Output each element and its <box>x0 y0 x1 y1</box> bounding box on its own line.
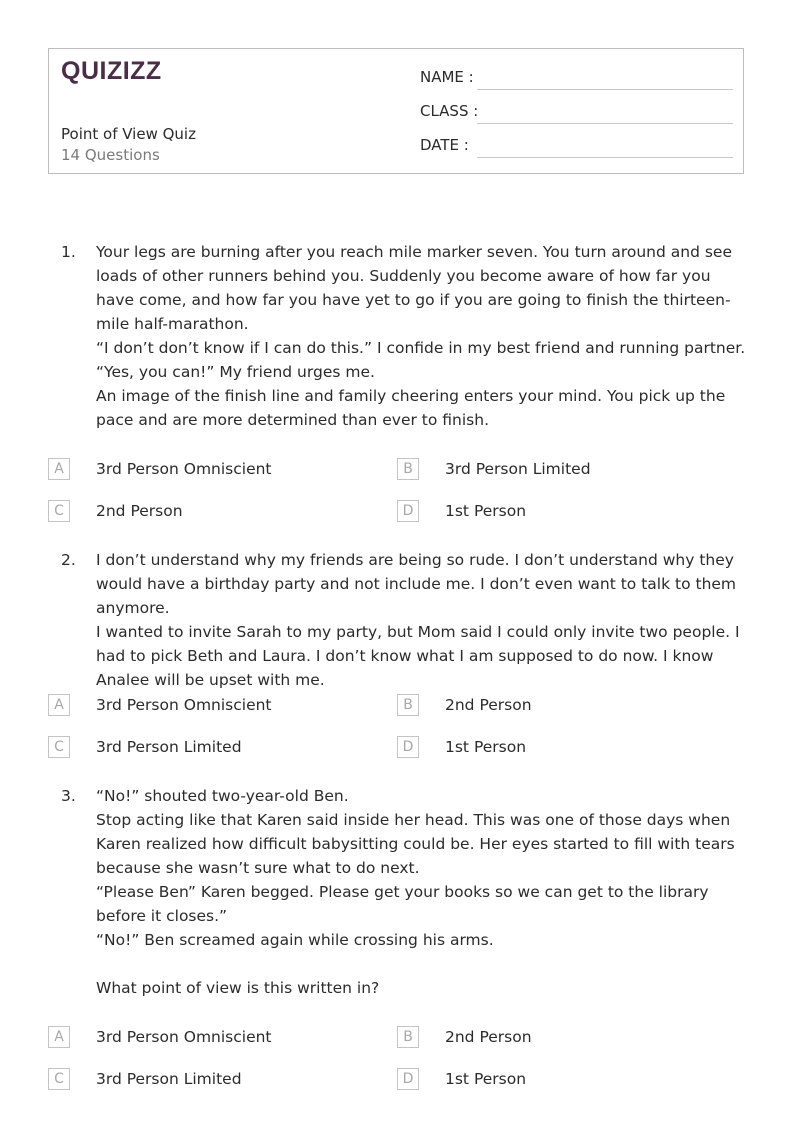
worksheet-header <box>48 48 744 174</box>
question-text <box>96 240 748 432</box>
question-number: 3. <box>61 787 76 805</box>
quizizz-logo: QUIZIZZ <box>61 57 162 85</box>
question-line: “Yes, you can!” My friend urges me. <box>96 363 375 381</box>
option-letter: C <box>48 500 70 522</box>
option-letter: D <box>397 1068 419 1090</box>
option-letter: D <box>397 736 419 758</box>
question-number: 2. <box>61 551 76 569</box>
question-text <box>96 784 748 1000</box>
option-letter: A <box>48 694 70 716</box>
question-line: “Please Ben” Karen begged. Please get your books so we can get to the library before it closes.” <box>96 883 709 925</box>
question-line: An image of the finish line and family cheering enters your mind. You pick up the pace and are more determined than ever to finish. <box>96 387 726 429</box>
answer-option[interactable]: 3rd Person Limited <box>96 1070 242 1088</box>
option-letter: B <box>397 458 419 480</box>
option-letter: C <box>48 1068 70 1090</box>
date-label: DATE : <box>420 136 469 154</box>
question-text <box>96 548 748 692</box>
answer-option[interactable]: 3rd Person Omniscient <box>96 696 272 714</box>
answer-option[interactable]: 2nd Person <box>96 502 183 520</box>
name-line <box>477 89 733 90</box>
blank-line <box>96 952 748 976</box>
option-letter: B <box>397 1026 419 1048</box>
option-letter: B <box>397 694 419 716</box>
option-letter: D <box>397 500 419 522</box>
answer-option[interactable]: 3rd Person Limited <box>445 460 591 478</box>
question-number: 1. <box>61 243 76 261</box>
option-letter: C <box>48 736 70 758</box>
question-prompt: What point of view is this written in? <box>96 979 380 997</box>
class-line <box>477 123 733 124</box>
answer-option[interactable]: 3rd Person Omniscient <box>96 460 272 478</box>
option-letter: A <box>48 1026 70 1048</box>
question-line: I don’t understand why my friends are being so rude. I don’t understand why they would have a birthday party and not include me. I don’t even want to talk to them anymore. <box>96 551 737 617</box>
question-line: I wanted to invite Sarah to my party, but Mom said I could only invite two people. I had to pick Beth and Laura. I don’t know what I am supposed to do now. I know Analee will be upset with me. <box>96 623 740 689</box>
answer-option[interactable]: 3rd Person Omniscient <box>96 1028 272 1046</box>
date-line <box>477 157 733 158</box>
answer-option[interactable]: 3rd Person Limited <box>96 738 242 756</box>
answer-option[interactable]: 1st Person <box>445 738 527 756</box>
question-line: “I don’t don’t know if I can do this.” I confide in my best friend and running partner. <box>96 339 746 357</box>
question-line: “No!” shouted two-year-old Ben. <box>96 787 349 805</box>
class-label: CLASS : <box>420 102 479 120</box>
answer-option[interactable]: 1st Person <box>445 502 527 520</box>
name-label: NAME : <box>420 68 474 86</box>
option-letter: A <box>48 458 70 480</box>
answer-option[interactable]: 2nd Person <box>445 696 532 714</box>
question-line: “No!” Ben screamed again while crossing his arms. <box>96 931 494 949</box>
question-count: 14 Questions <box>61 146 160 164</box>
question-line: Your legs are burning after you reach mile marker seven. You turn around and see loads of other runners behind you. Suddenly you become aware of how far you have come, and how far you have yet to go if you are going to finish the thirteen-mile half-marathon. <box>96 243 732 333</box>
answer-option[interactable]: 2nd Person <box>445 1028 532 1046</box>
answer-option[interactable]: 1st Person <box>445 1070 527 1088</box>
quiz-title: Point of View Quiz <box>61 125 196 143</box>
question-line: Stop acting like that Karen said inside her head. This was one of those days when Karen realized how difficult babysitting could be. Her eyes started to fill with tears because she wasn’t sure what to do next. <box>96 811 735 877</box>
